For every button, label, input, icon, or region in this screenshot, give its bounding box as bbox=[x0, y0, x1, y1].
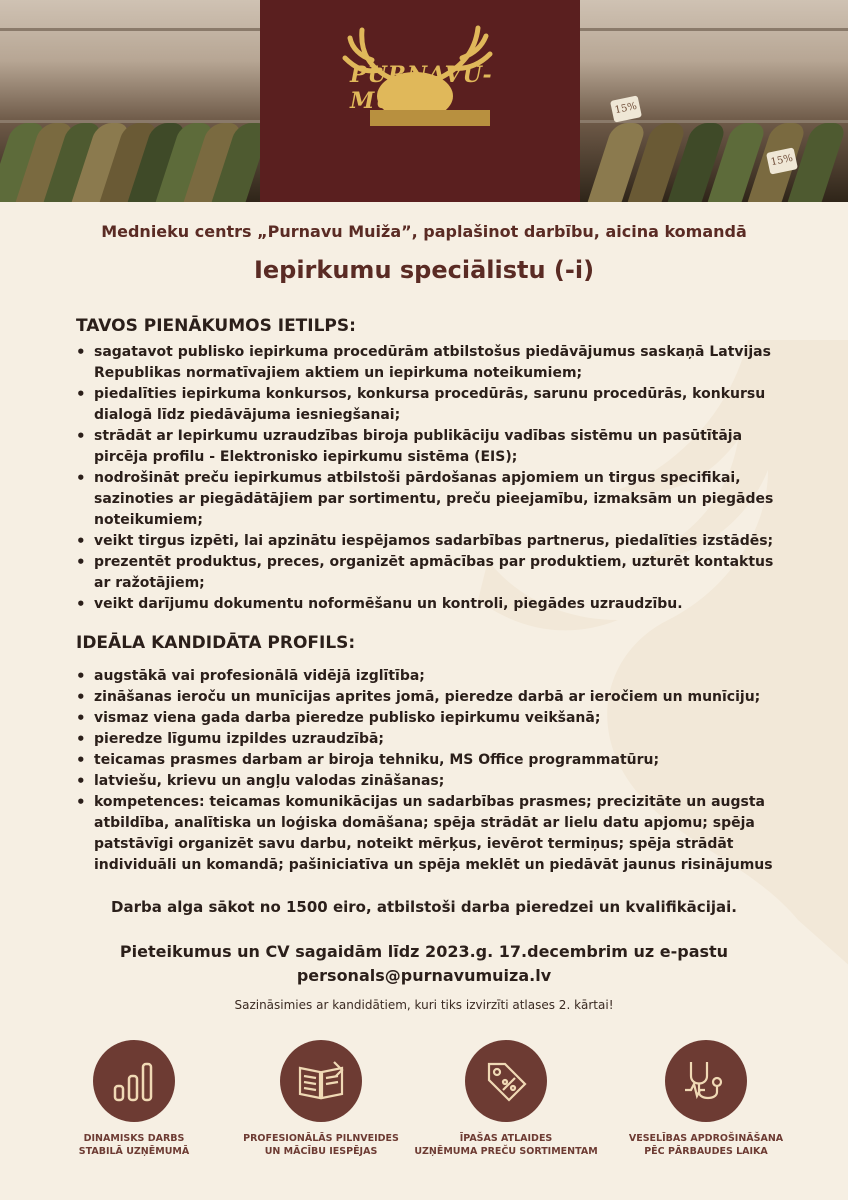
apply-email[interactable]: personals@purnavumuiza.lv bbox=[296, 966, 552, 985]
salary-text: Darba alga sākot no 1500 eiro, atbilstoši darba pieredzei un kvalifikācijai. bbox=[111, 898, 737, 916]
benefit-circle bbox=[93, 1040, 175, 1122]
list-item: • nodrošināt preču iepirkumus atbilstoši pārdošanas apjomiem un tirgus specifikai, sazinoties ar piegādātājiem par sortimentu, preču pieejamību, izmaksām un piegādes noteikumiem; bbox=[76, 468, 776, 531]
benefit-item bbox=[221, 1040, 421, 1158]
benefit-circle bbox=[465, 1040, 547, 1122]
apply-text bbox=[0, 940, 848, 988]
benefit-item bbox=[34, 1040, 234, 1158]
benefit-circle bbox=[280, 1040, 362, 1122]
intro-text: Mednieku centrs „Purnavu Muiža”, paplašinot darbību, aicina komandā bbox=[101, 222, 747, 241]
benefit-item bbox=[606, 1040, 806, 1158]
list-item: • veikt tirgus izpēti, lai apzinātu iespējamos sadarbības partnerus, piedalīties izstādēs; bbox=[76, 531, 776, 552]
list-item: • piedalīties iepirkuma konkursos, konkursa procedūrās, sarunu procedūrās, konkursu dialogā līdz piedāvājuma iesniegšanai; bbox=[76, 384, 776, 426]
profile-list bbox=[76, 666, 776, 876]
price-tag: 15% bbox=[766, 147, 798, 174]
list-item: • sagatavot publisko iepirkuma procedūrām atbilstošus piedāvājumus saskaņā Latvijas Republikas normatīvajiem aktiem un iepirkuma noteikumiem; bbox=[76, 342, 776, 384]
profile-heading: IDEĀLA KANDIDĀTA PROFILS: bbox=[76, 633, 356, 653]
list-item: • kompetences: teicamas komunikācijas un sadarbības prasmes; precizitāte un augsta atbildība, analītiska un loģiska domāšana; spēja strādāt ar lielu datu apjomu; spēja patstāvīgi organizēt savu darbu, noteikt mērķus, ievērot termiņus; spēja strādāt individuāli un komandā; pašiniciatīva un spēja meklēt un piedāvāt jaunus risinājumus bbox=[76, 792, 776, 876]
logo-text: PURNAVU-MUIŽA bbox=[350, 62, 493, 114]
benefit-item bbox=[406, 1040, 606, 1158]
selection-note: Sazināsimies ar kandidātiem, kuri tiks izvirzīti atlases 2. kārtai! bbox=[234, 998, 614, 1012]
header-photo bbox=[0, 0, 848, 202]
benefit-circle bbox=[665, 1040, 747, 1122]
open-book-icon bbox=[296, 1056, 346, 1106]
benefit-label: PROFESIONĀLĀS PILNVEIDES UN MĀCĪBU IESPĒJAS bbox=[243, 1133, 399, 1157]
benefit-label: DINAMISKS DARBS STABILĀ UZŅĒMUMĀ bbox=[78, 1133, 190, 1157]
list-item: • latviešu, krievu un angļu valodas zināšanas; bbox=[76, 771, 776, 792]
stethoscope-icon bbox=[681, 1056, 731, 1106]
benefit-label: VESELĪBAS APDROŠINĀŠANA PĒC PĀRBAUDES LAIKA bbox=[628, 1133, 784, 1157]
duties-list bbox=[76, 342, 776, 615]
job-title: Iepirkumu speciālistu (-i) bbox=[253, 256, 595, 284]
price-tag-icon bbox=[481, 1056, 531, 1106]
list-item: • pieredze līgumu izpildes uzraudzībā; bbox=[76, 729, 776, 750]
duties-heading: TAVOS PIENĀKUMOS IETILPS: bbox=[76, 316, 356, 336]
apply-deadline: Pieteikumus un CV sagaidām līdz 2023.g. 17.decembrim uz e-pastu bbox=[119, 942, 729, 961]
list-item: • veikt darījumu dokumentu noformēšanu un kontroli, piegādes uzraudzību. bbox=[76, 594, 776, 615]
list-item: • teicamas prasmes darbam ar biroja tehniku, MS Office programmatūru; bbox=[76, 750, 776, 771]
list-item: • prezentēt produktus, preces, organizēt apmācības par produktiem, uzturēt kontaktus ar ražotājiem; bbox=[76, 552, 776, 594]
price-tag: 15% bbox=[610, 95, 642, 122]
list-item: • strādāt ar Iepirkumu uzraudzības biroja publikāciju vadības sistēmu un pasūtītāja pircēja profilu - Elektronisko iepirkumu sistēma (EIS); bbox=[76, 426, 776, 468]
list-item: • vismaz viena gada darba pieredze publisko iepirkumu veikšanā; bbox=[76, 708, 776, 729]
benefits-row bbox=[0, 1040, 848, 1180]
logo bbox=[260, 0, 580, 202]
list-item: • zināšanas ieroču un munīcijas aprites jomā, pieredze darbā ar ieročiem un munīciju; bbox=[76, 687, 776, 708]
list-item: • augstākā vai profesionālā vidējā izglītība; bbox=[76, 666, 776, 687]
bar-chart-icon bbox=[109, 1056, 159, 1106]
benefit-label: ĪPAŠAS ATLAIDES UZŅĒMUMA PREČU SORTIMENTAM bbox=[414, 1133, 598, 1157]
